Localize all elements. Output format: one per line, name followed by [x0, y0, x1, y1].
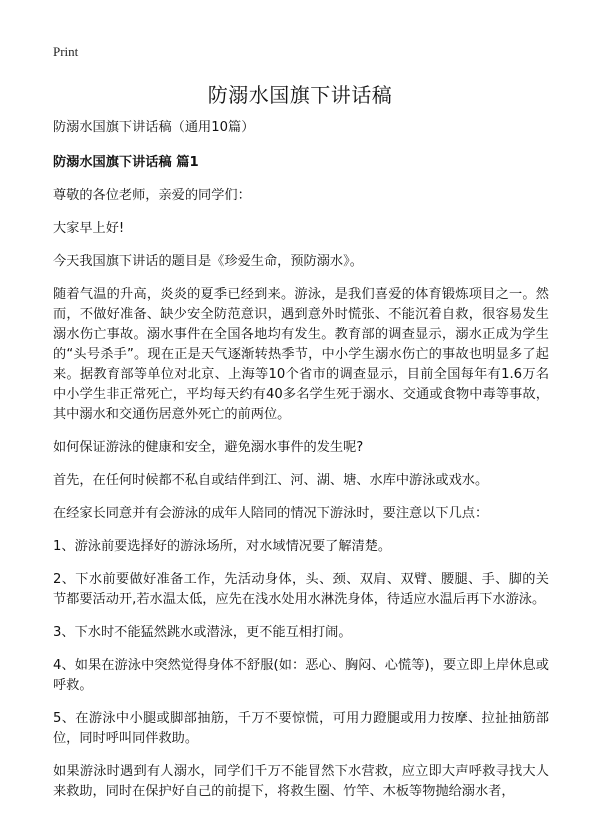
paragraph-background: 随着气温的升高，炎炎的夏季已经到来。游泳，是我们喜爱的体育锻炼项目之一。然而，不做好准备、缺少安全防范意识，遇到意外时慌张、不能沉着自救，很容易发生溺水伤亡事故。溺水事件在全国各地均有发生。教育部的调查显示，溺水正成为学生的“头号杀手”。现在正是天气逐渐转热季节，中小学生溺水伤亡的事故也明显多了起来。据教育部等单位对北京、上海等10个省市的调查显示，目前全国每年有1.6万名中小学生非正常死亡，平均每天约有40多名学生死于溺水、交通或食物中毒等事故，其中溺水和交通伤居意外死亡的前两位。 — [53, 287, 549, 422]
paragraph-precautions-intro: 在经家长同意并有会游泳的成年人陪同的情况下游泳时，要注意以下几点： — [53, 506, 489, 521]
paragraph-topic: 今天我国旗下讲话的题目是《珍爱生命，预防溺水》。 — [53, 254, 363, 269]
paragraph-precaution-2: 2、下水前要做好准备工作，先活动身体，头、颈、双肩、双臂、腰腿、手、脚的关节都要活动开,若水温太低，应先在浅水处用水淋洗身体，待适应水温后再下水游泳。 — [53, 572, 549, 607]
paragraph-first-rule: 首先，在任何时候都不私自或结伴到江、河、湖、塘、水库中游泳或戏水。 — [53, 473, 489, 488]
paragraph-precaution-1: 1、游泳前要选择好的游泳场所，对水域情况要了解清楚。 — [53, 539, 392, 554]
document-title: 防溺水国旗下讲话稿 — [207, 83, 393, 107]
paragraph-question: 如何保证游泳的健康和安全，避免溺水事件的发生呢? — [53, 440, 364, 455]
section-heading: 防溺水国旗下讲话稿 篇1 — [53, 155, 199, 170]
paragraph-greeting: 大家早上好! — [53, 221, 125, 236]
paragraph-precaution-5: 5、在游泳中小腿或脚部抽筋，千万不要惊慌，可用力蹬腿或用力按摩、拉扯抽筋部位，同时呼叫同伴救助。 — [53, 711, 549, 746]
print-link[interactable]: Print — [53, 44, 79, 59]
paragraph-salutation: 尊敬的各位老师，亲爱的同学们： — [53, 188, 251, 203]
paragraph-rescue: 如果游泳时遇到有人溺水，同学们千万不能冒然下水营救，应立即大声呼救寻找大人来救助，同时在保护好自己的前提下，将救生圈、竹竿、木板等物抛给溺水者， — [53, 764, 549, 799]
document-subtitle: 防溺水国旗下讲话稿（通用10篇） — [53, 120, 255, 135]
paragraph-precaution-4: 4、如果在游泳中突然觉得身体不舒服(如：恶心、胸闷、心慌等)，要立即上岸休息或呼救。 — [53, 658, 549, 693]
paragraph-precaution-3: 3、下水时不能猛然跳水或潜泳，更不能互相打闹。 — [53, 625, 352, 640]
document-body — [53, 118, 549, 815]
